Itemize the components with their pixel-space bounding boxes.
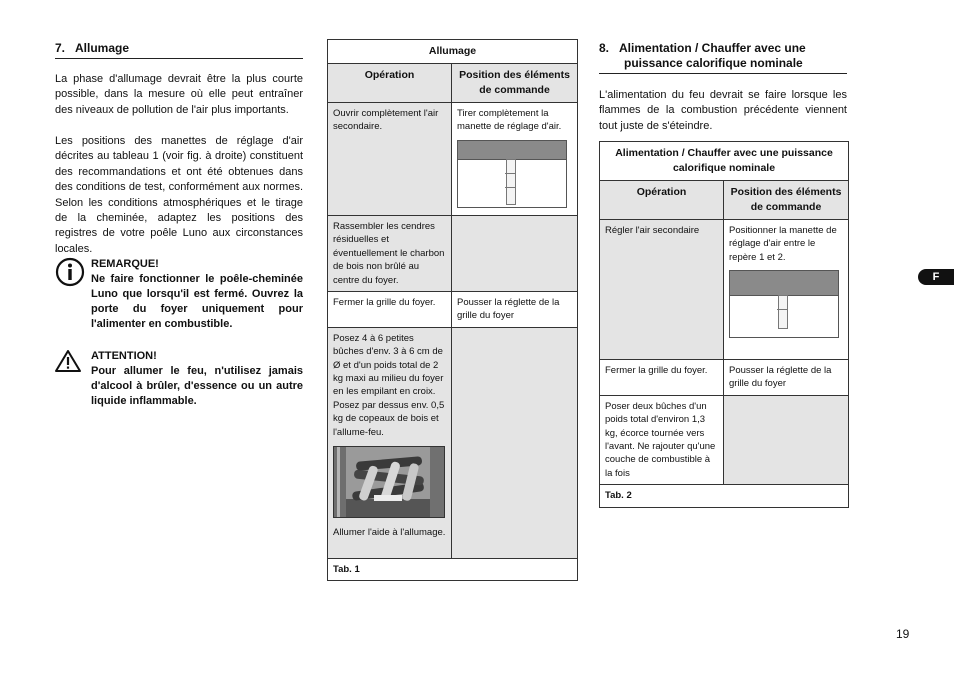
- table-2-title: Alimentation / Chauffer avec une puissance calorifique nominale: [600, 142, 849, 181]
- info-icon: [54, 257, 86, 287]
- section-7-heading: 7. Allumage: [55, 41, 130, 55]
- warning-icon: [54, 349, 82, 373]
- table-1-title: Allumage: [328, 40, 578, 64]
- table-2-row-2-position: Pousser la réglette de la grille du foyer: [724, 360, 849, 396]
- attention-text: Pour allumer le feu, n'utilisez jamais d'alcool à brûler, d'essence ou un autre liquide inflammable.: [91, 365, 303, 407]
- section-8-rule: [599, 73, 847, 74]
- table-1-row-2-position: [452, 216, 578, 292]
- table-1-caption: Tab. 1: [328, 558, 578, 580]
- page-number: 19: [896, 627, 910, 641]
- table-2-row-2-operation: Fermer la grille du foyer.: [600, 360, 724, 396]
- section-8-heading-line-1: 8. Alimentation / Chauffer avec une: [599, 41, 806, 55]
- table-2-caption: Tab. 2: [600, 485, 849, 507]
- table-2: [599, 141, 849, 508]
- table-2-row-1-position: [724, 220, 849, 360]
- table-2-row-1-operation: Régler l'air secondaire: [600, 220, 724, 360]
- table-1-row-4-operation-text: Posez 4 à 6 petites bûches d'env. 3 à 6 cm de Ø et d'un poids total de 2 kg maxi au milieu du foyer en les empilant en croix. Posez par dessus env. 0,5 kg de copeaux de bois et l'allume-feu.: [333, 332, 445, 438]
- air-control-between-marks-diagram: [729, 270, 839, 338]
- air-control-fully-open-diagram: [457, 140, 567, 208]
- section-8-para: L'alimentation du feu devrait se faire lorsque les flammes de la combustion précédente viennent tout juste de s'éteindre.: [599, 89, 847, 132]
- remark-text: Ne faire fonctionner le poêle-cheminée Luno que lorsqu'il est fermé. Ouvrez la porte du foyer uniquement pour l'alimenter en combustible.: [91, 273, 303, 330]
- remark-title: REMARQUE!: [91, 258, 159, 270]
- table-1-row-4-operation-after-image: Allumer l'aide à l'allumage.: [333, 527, 446, 539]
- table-1-col-position: Position des éléments de commande: [452, 64, 578, 103]
- table-1-row-4-operation: [328, 327, 452, 558]
- section-7-para-1: La phase d'allumage devrait être la plus courte possible, dans la mesure où elle peut entraîner des niveaux de pollution de l'air plus importants.: [55, 73, 303, 116]
- attention-title: ATTENTION!: [91, 350, 157, 362]
- table-2-row-3-position: [724, 395, 849, 484]
- table-2-row-3-operation: Poser deux bûches d'un poids total d'environ 1,3 kg, écorce tournée vers l'avant. Ne rajouter qu'une couche de combustible à la fois: [600, 395, 724, 484]
- section-7-rule: [55, 58, 303, 59]
- section-7-para-2: Les positions des manettes de réglage d'air décrites au tableau 1 (voir fig. à droite) constituent des recommandations et ont été obtenues dans des conditions de test, conformément aux normes. Selon les conditions atmosphériques et le tirage de la cheminée, adaptez les positions des registres de votre poêle Luno aux circonstances locales.: [55, 135, 303, 255]
- table-1-row-2-operation: Rassembler les cendres résiduelles et éventuellement le charbon de bois non brûlé au centre du foyer.: [328, 216, 452, 292]
- table-1-col-operation: Opération: [328, 64, 452, 103]
- language-tab-f: F: [918, 269, 954, 285]
- table-2-col-position: Position des éléments de commande: [724, 181, 849, 220]
- table-1-row-1-operation: Ouvrir complètement l'air secondaire.: [328, 103, 452, 216]
- table-2-col-operation: Opération: [600, 181, 724, 220]
- table-2-row-1-position-text: Positionner la manette de réglage d'air entre le repère 1 et 2.: [729, 225, 837, 263]
- table-1-row-1-position-text: Tirer complètement la manette de réglage d'air.: [457, 108, 562, 133]
- table-1-row-4-position: [452, 327, 578, 558]
- table-1-row-3-operation: Fermer la grille du foyer.: [328, 292, 452, 328]
- section-8-heading-line-2: puissance calorifique nominale: [624, 56, 803, 70]
- table-1: [327, 39, 578, 581]
- table-1-row-3-position: Pousser la réglette de la grille du foyer: [452, 292, 578, 328]
- stacked-logs-image: [333, 446, 445, 518]
- table-1-row-1-position: [452, 103, 578, 216]
